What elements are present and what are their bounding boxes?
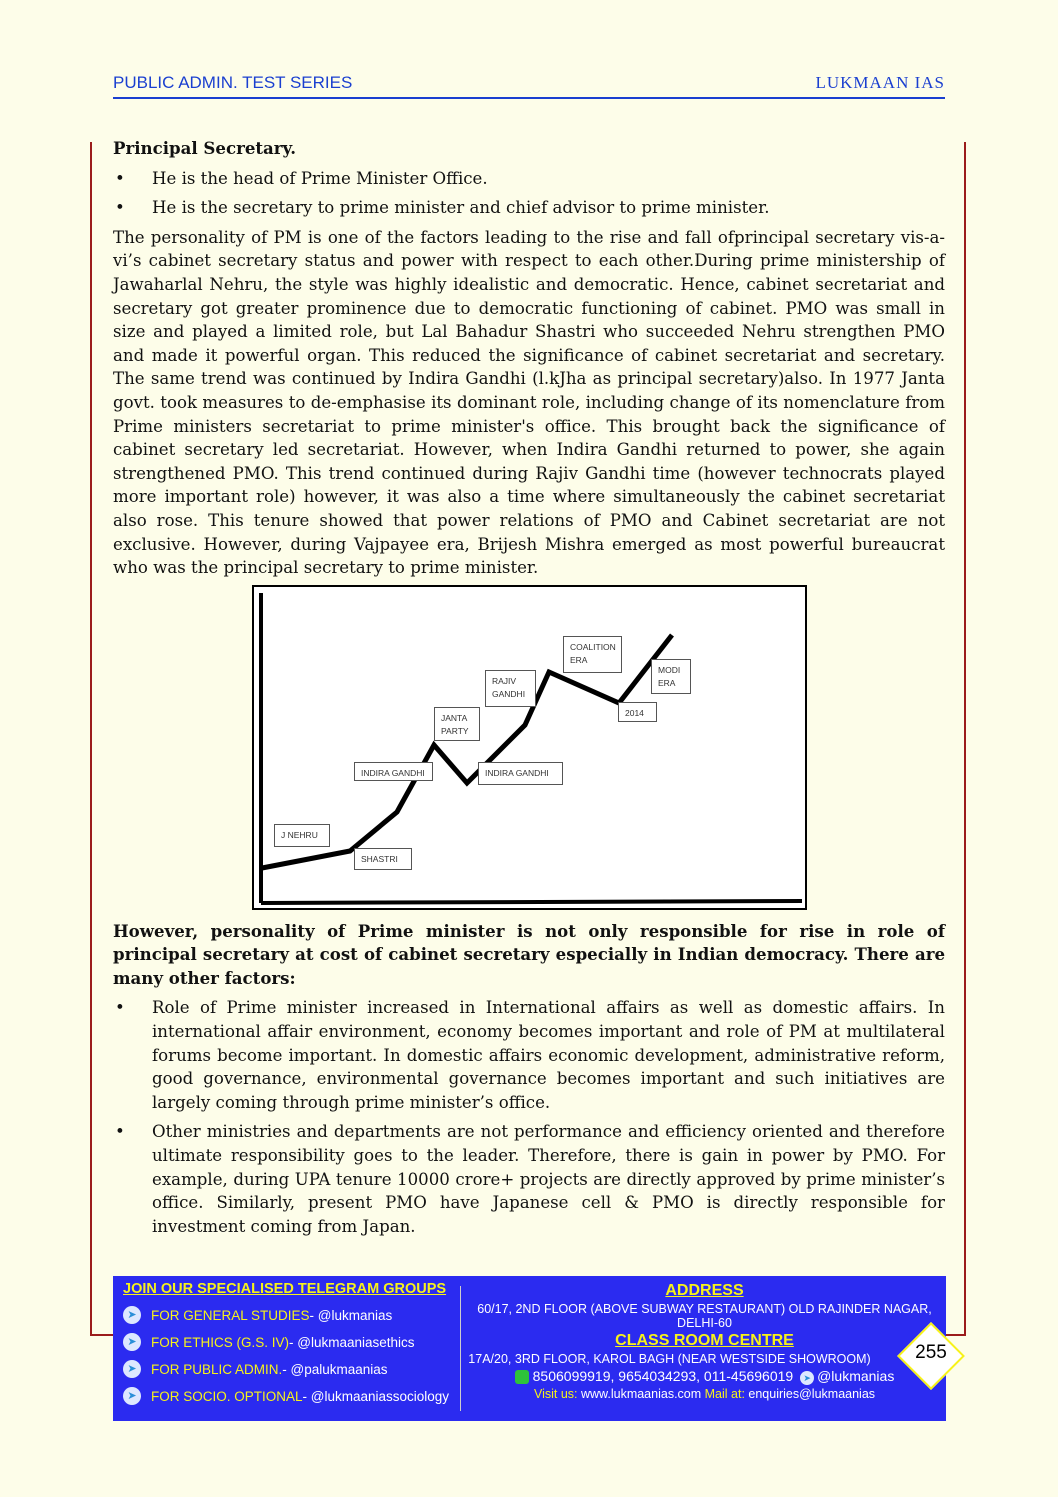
group-handle: - @lukmanias <box>309 1307 393 1323</box>
diagram-label: J NEHRU <box>274 824 330 847</box>
telegram-group[interactable] <box>123 1360 449 1378</box>
diagram-label: SHASTRI <box>354 848 412 870</box>
diagram-label: INDIRA GANDHI <box>354 762 433 781</box>
pmo-power-diagram <box>252 585 807 910</box>
telegram-title: JOIN OUR SPECIALISED TELEGRAM GROUPS <box>123 1281 447 1297</box>
group-handle: - @palukmaanias <box>282 1361 388 1377</box>
left-border <box>90 142 92 1335</box>
bullet-icon: • <box>115 198 125 218</box>
list-item <box>113 167 945 191</box>
list-item-text: He is the head of Prime Minister Office. <box>152 168 488 188</box>
list-item-text: Other ministries and departments are not performance and efficiency oriented and therefore ultimate responsibility goes to the leader. Therefore, there is gain in power by PMO. For example, during UPA tenure 10000 crore+ projects are directly approved by prime minister’s office. Similarly, present PMO have Japanese cell & PMO is directly responsible for investment coming from Japan. <box>152 1122 945 1236</box>
diagram-label: 2014 <box>618 702 657 722</box>
visit-label: Visit us: <box>533 1387 578 1401</box>
website-link[interactable]: www.lukmaanias.com <box>577 1387 705 1401</box>
header-series-title: PUBLIC ADMIN. TEST SERIES <box>113 73 353 92</box>
group-label: FOR PUBLIC ADMIN. <box>151 1361 283 1377</box>
list-item <box>113 196 945 220</box>
telegram-handle[interactable]: @lukmanias <box>817 1368 895 1384</box>
diagram-label: COALITION ERA <box>563 636 622 673</box>
list-item <box>113 996 945 1114</box>
group-label: FOR SOCIO. OPTIONAL <box>151 1388 303 1404</box>
mail-label: Mail at: <box>704 1387 745 1401</box>
group-handle: - @lukmaaniasethics <box>289 1334 415 1350</box>
right-border <box>964 142 966 1335</box>
phone-numbers[interactable]: 8506099919, 9654034293, 011-45696019 <box>532 1368 794 1384</box>
group-label: FOR ETHICS (G.S. IV) <box>151 1334 290 1350</box>
bottom-border-left <box>90 1334 114 1336</box>
diagram-label: JANTA PARTY <box>434 707 480 741</box>
group-label: FOR GENERAL STUDIES <box>151 1307 310 1323</box>
whatsapp-icon <box>515 1370 529 1384</box>
diagram-label: RAJIV GANDHI <box>485 670 536 707</box>
main-content <box>113 137 945 1244</box>
list-item <box>113 1120 945 1238</box>
telegram-icon: ➤ <box>123 1387 141 1405</box>
telegram-icon: ➤ <box>123 1306 141 1324</box>
group-handle: - @lukmaaniassociology <box>302 1388 450 1404</box>
address-text: 60/17, 2ND FLOOR (ABOVE SUBWAY RESTAURANT) OLD RAJINDER NAGAR, DELHI-60 <box>477 1302 932 1330</box>
telegram-group[interactable] <box>123 1387 449 1405</box>
list-item-text: He is the secretary to prime minister and chief advisor to prime minister. <box>152 198 770 218</box>
header-rule <box>113 97 945 99</box>
centre-title: CLASS ROOM CENTRE <box>615 1332 794 1349</box>
bullet-icon: • <box>115 998 125 1018</box>
factor-list <box>113 996 945 1238</box>
contact-line <box>463 1368 946 1385</box>
x-axis <box>261 901 802 903</box>
diagram-label: MODI ERA <box>651 659 691 694</box>
web-line <box>463 1387 946 1401</box>
list-item-text: Role of Prime minister increased in International affairs as well as domestic affairs. In international affair environment, economy becomes important and role of PM at multilateral forums become important. In domestic affairs economic development, administrative reform, good governance, environmental governance becomes important and such initiatives are largely coming through prime minister’s office. <box>152 998 945 1112</box>
bottom-border-right <box>945 1334 966 1336</box>
address-block <box>463 1280 946 1403</box>
centre-text: 17A/20, 3RD FLOOR, KAROL BAGH (NEAR WESTSIDE SHOWROOM) <box>468 1352 871 1366</box>
telegram-group[interactable] <box>123 1333 449 1351</box>
bold-paragraph: However, personality of Prime minister is not only responsible for rise in role of principal secretary at cost of cabinet secretary especially in Indian democracy. There are many other factors: <box>113 920 945 988</box>
page-number: 255 <box>915 1342 947 1363</box>
telegram-icon: ➤ <box>800 1371 814 1385</box>
address-title: ADDRESS <box>665 1282 744 1299</box>
telegram-icon: ➤ <box>123 1333 141 1351</box>
diagram-lines <box>254 587 805 908</box>
email-link[interactable]: enquiries@lukmaanias <box>744 1387 876 1401</box>
diagram-label: INDIRA GANDHI <box>478 762 563 785</box>
footer-divider <box>460 1286 461 1411</box>
bullet-list <box>113 167 945 220</box>
telegram-group[interactable] <box>123 1306 449 1324</box>
telegram-icon: ➤ <box>123 1360 141 1378</box>
telegram-groups <box>123 1281 449 1405</box>
footer-banner <box>113 1276 946 1421</box>
header-brand: LUKMAAN IAS <box>815 73 945 92</box>
bullet-icon: • <box>115 168 125 188</box>
section-heading: Principal Secretary. <box>113 138 297 158</box>
bullet-icon: • <box>115 1122 125 1142</box>
body-paragraph: The personality of PM is one of the factors leading to the rise and fall ofprincipal secretary vis-a-vi’s cabinet secretary status and power with respect to each other.During prime ministership of Jawaharlal Nehru, the style was highly idealistic and democratic. Hence, cabinet secretariat and secretary got greater prominence due to democratic functioning of cabinet. PMO was small in size and played a limited role, but Lal Bahadur Shastri who succeeded Nehru strengthen PMO and made it powerful organ. This reduced the significance of cabinet secretariat and secretary. The same trend was continued by Indira Gandhi (l.kJha as principal secretary)also. In 1977 Janta govt. took measures to de-emphasise its dominant role, including change of its nomenclature from Prime ministers secretariat to prime minister's office. This brought back the significance of cabinet secretary led secretariat. However, when Indira Gandhi returned to power, she again strengthened PMO. This trend continued during Rajiv Gandhi time (however technocrats played more important role) however, it was also a time where simultaneously the cabinet secretariat also rose. This tenure showed that power relations of PMO and Cabinet secretariat are not exclusive. However, during Vajpayee era, Brijesh Mishra emerged as most powerful bureaucrat who was the principal secretary to prime minister. <box>113 227 945 578</box>
